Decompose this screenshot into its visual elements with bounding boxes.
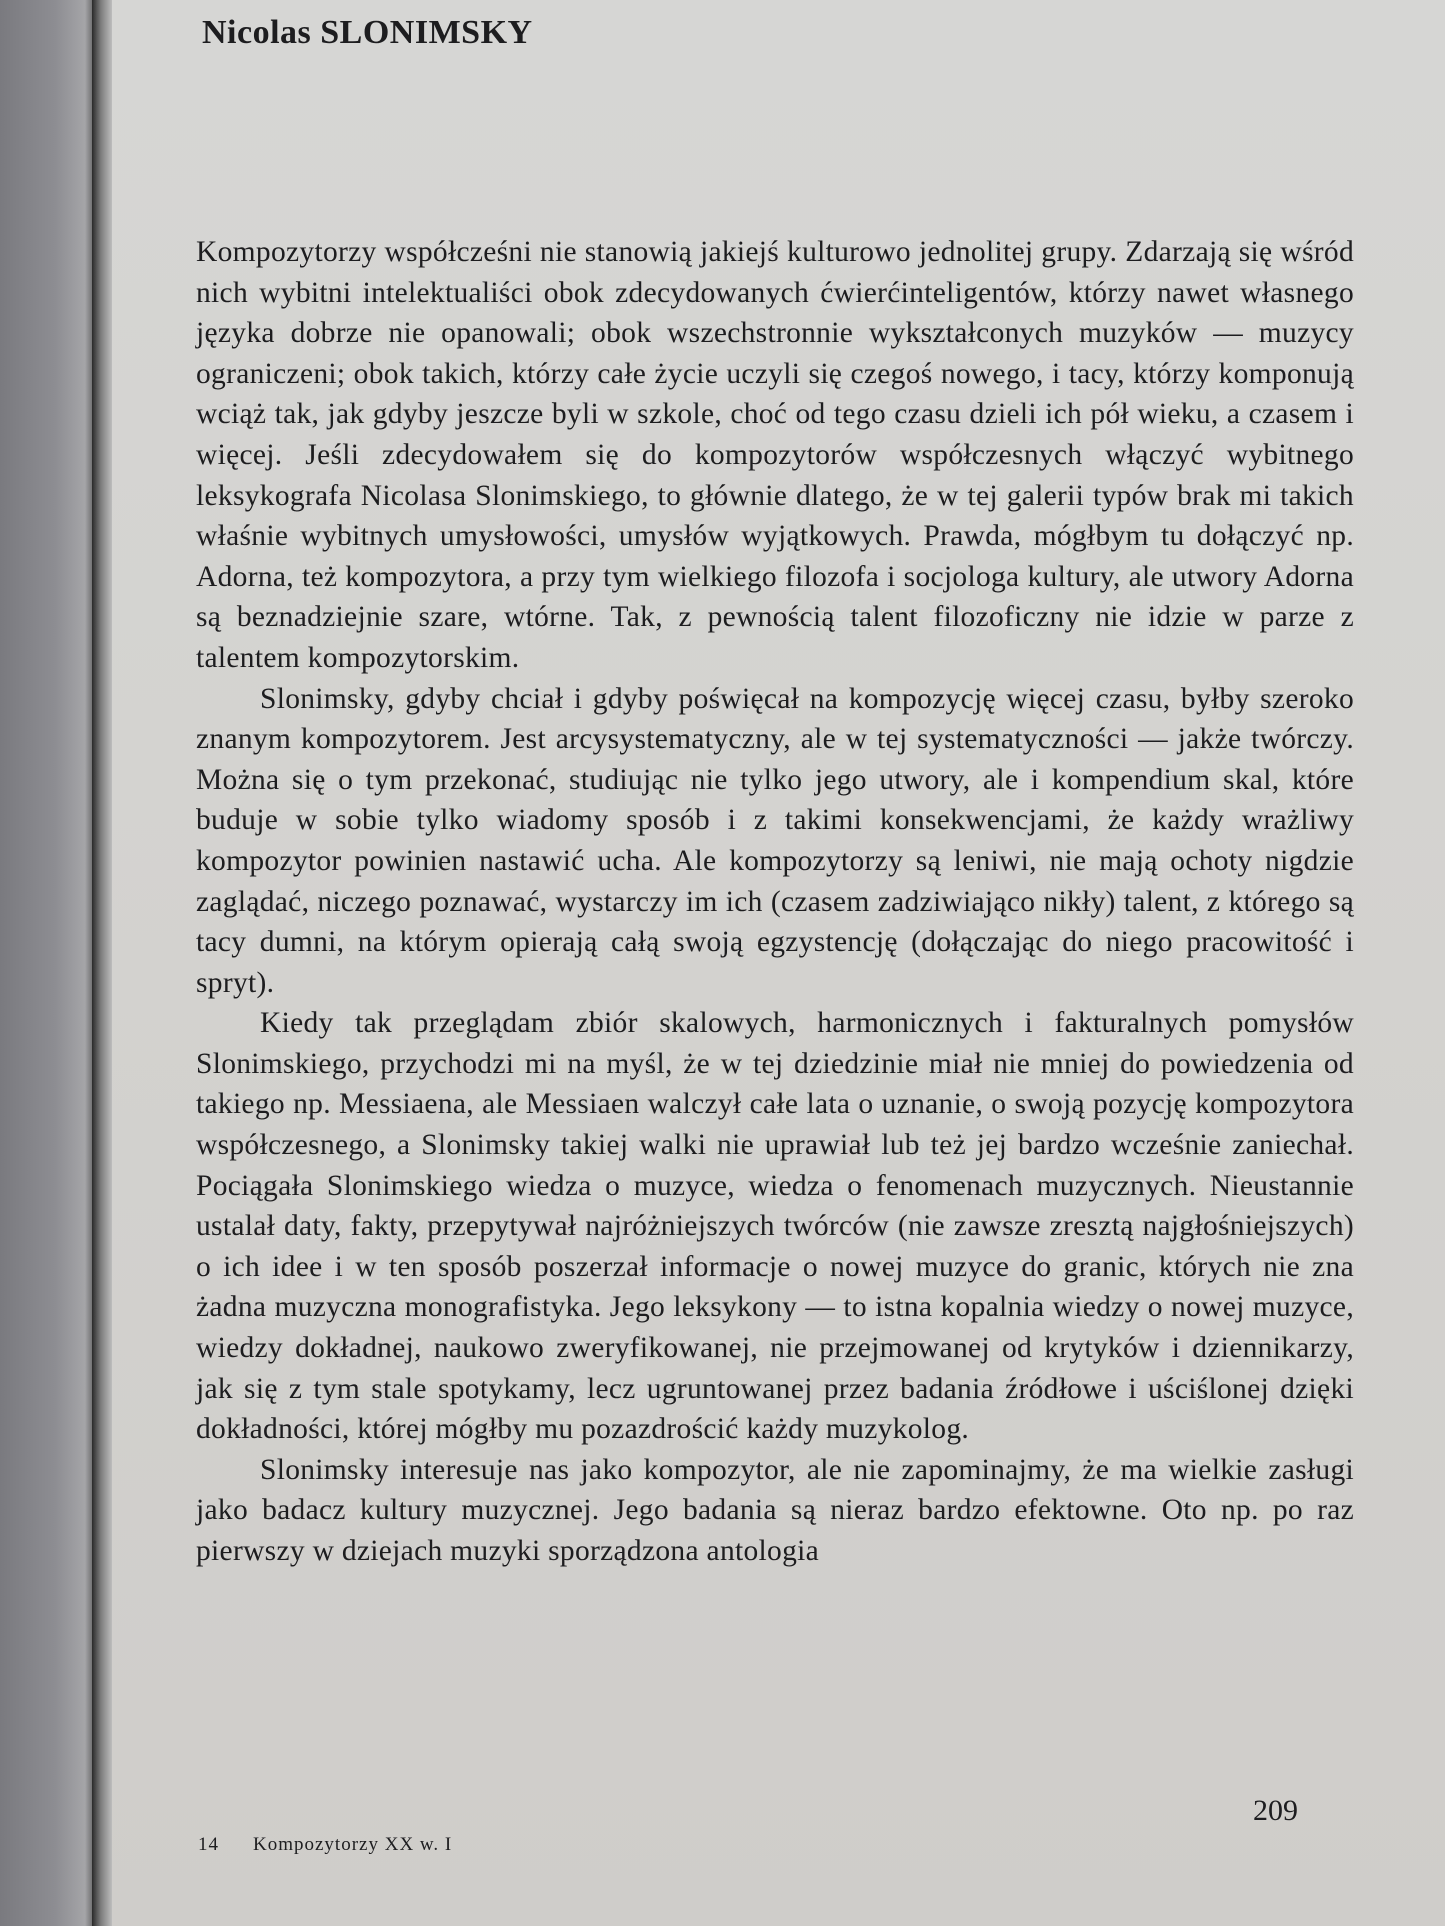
book-gutter (92, 0, 114, 1926)
signature-number: 14 (198, 1834, 219, 1855)
page-heading: Nicolas SLONIMSKY (202, 14, 533, 51)
paragraph-3: Kiedy tak przeglądam zbiór skalowych, harmonicznych i fakturalnych pomysłów Slonimskiego, przychodzi mi na myśl, że w tej dziedzinie miał nie mniej do powiedzenia od takiego np. Messiaena, ale Messiaen walczył całe lata o uznanie, o swoją pozycję kompozytora współczesnego, a Slonimsky takiej walki nie uprawiał lub też jej bardzo wcześnie zaniechał. Pociągała Slonimskiego wiedza o muzyce, wiedza o fenomenach muzycznych. Nieustannie ustalał daty, fakty, przepytywał najróżniejszych twórców (nie zawsze zresztą najgłośniejszych) o ich idee i w ten sposób poszerzał informacje o nowej muzyce do granic, których nie zna żadna muzyczna monografistyka. Jego leksykony — to istna kopalnia wiedzy o nowej muzyce, wiedzy dokładnej, naukowo zweryfikowanej, nie przejmowanej od krytyków i dziennikarzy, jak się z tym stale spotykamy, lecz ugruntowanej przez badania źródłowe i uściślonej dzięki dokładności, której mógłby mu pozazdrościć każdy muzykolog. (196, 1007, 1354, 1446)
page-number: 209 (1253, 1794, 1298, 1827)
book-page (112, 0, 1445, 1926)
previous-page-edge (0, 0, 100, 1926)
paragraph-4: Slonimsky interesuje nas jako kompozytor, ale nie zapominajmy, że ma wielkie zasługi jako badacz kultury muzycznej. Jego badania są nieraz bardzo efektowne. Oto np. po raz pierwszy w dziejach muzyki sporządzona antologia (196, 1453, 1354, 1567)
signature-title: Kompozytorzy XX w. I (253, 1834, 453, 1855)
body-text (196, 232, 1354, 1572)
paragraph-1: Kompozytorzy współcześni nie stanowią jakiejś kulturowo jednolitej grupy. Zdarzają się wśród nich wybitni intelektualiści obok zdecydowanych ćwierćinteligentów, którzy nawet własnego języka dobrze nie opanowali; obok wszechstronnie wykształconych muzyków — muzycy ograniczeni; obok takich, którzy całe życie uczyli się czegoś nowego, i tacy, którzy komponują wciąż tak, jak gdyby jeszcze byli w szkole, choć od tego czasu dzieli ich pół wieku, a czasem i więcej. Jeśli zdecydowałem się do kompozytorów współczesnych włączyć wybitnego leksykografa Nicolasa Slonimskiego, to głównie dlatego, że w tej galerii typów brak mi takich właśnie wybitnych umysłowości, umysłów wyjątkowych. Prawda, mógłbym tu dołączyć np. Adorna, też kompozytora, a przy tym wielkiego filozofa i socjologa kultury, ale utwory Adorna są beznadziejnie szare, wtórne. Tak, z pewnością talent filozoficzny nie idzie w parze z talentem kompozytorskim. (196, 236, 1354, 674)
printer-signature (198, 1834, 452, 1856)
paragraph-2: Slonimsky, gdyby chciał i gdyby poświęcał na kompozycję więcej czasu, byłby szeroko znanym kompozytorem. Jest arcysystematyczny, ale w tej systematyczności — jakże twórczy. Można się o tym przekonać, studiując nie tylko jego utwory, ale i kompendium skal, które buduje w sobie tylko wiadomy sposób i z takimi konsekwencjami, że każdy wrażliwy kompozytor powinien nastawić ucha. Ale kompozytorzy są leniwi, nie mają ochoty nigdzie zaglądać, niczego poznawać, wystarczy im ich (czasem zadziwiająco nikły) talent, z którego są tacy dumni, na którym opierają całą swoją egzystencję (dołączając do niego pracowitość i spryt). (196, 682, 1354, 999)
